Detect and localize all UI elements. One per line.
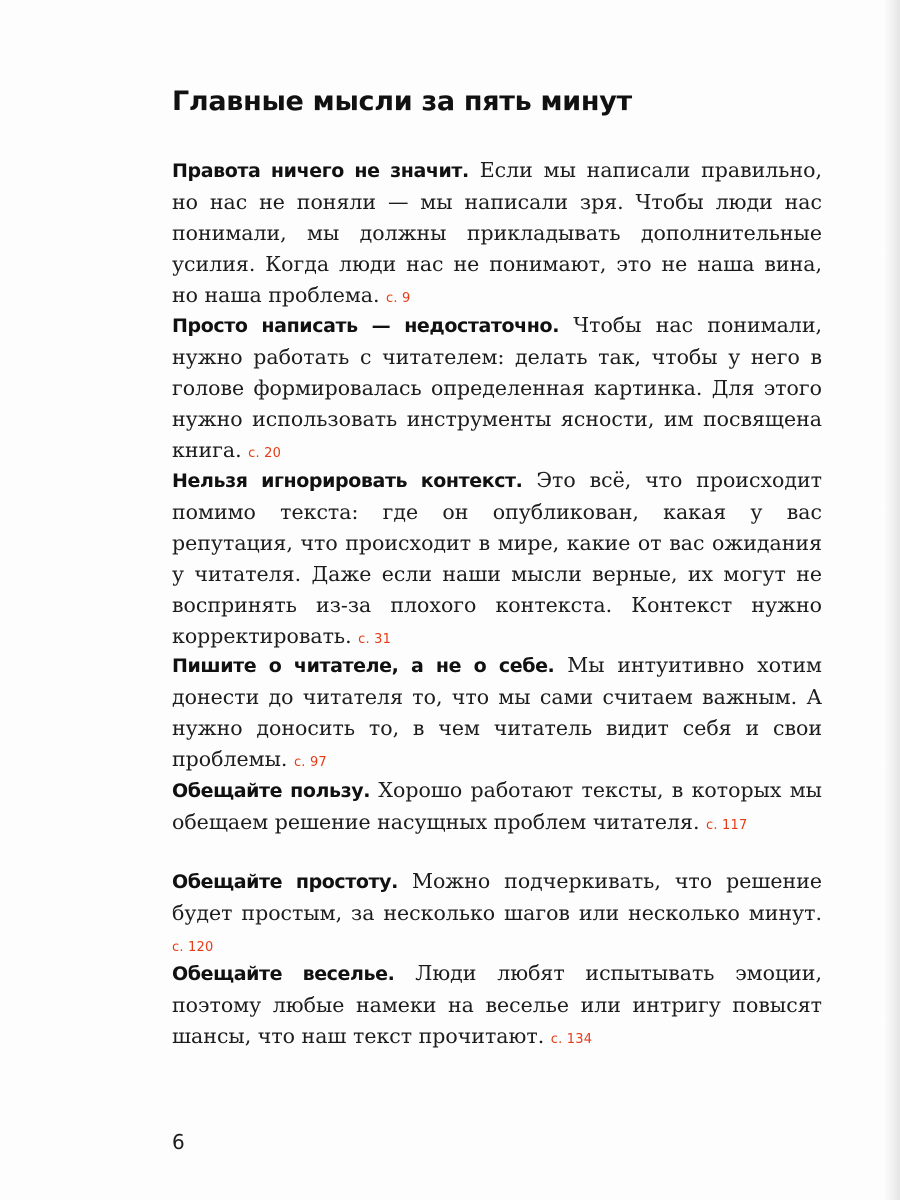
section-7	[172, 958, 822, 1055]
section-6	[172, 866, 822, 963]
section-2	[172, 310, 822, 469]
section-lead: Обещайте пользу.	[172, 780, 371, 802]
section-body: Это всё, что происходит помимо текста: где он опубликован, какая у вас репутация, что происходит в мире, какие от вас ожидания у читателя. Даже если наши мысли верные, их могут не воспринять из-за плохого контекста. Контекст нужно корректировать.	[172, 468, 822, 648]
section-lead: Просто написать — недостаточно.	[172, 315, 560, 337]
section-lead: Нельзя игнорировать контекст.	[172, 470, 523, 492]
section-4	[172, 650, 822, 778]
section-body: Чтобы нас понимали, нужно работать с читателем: делать так, чтобы у него в голове формировалась определенная картинка. Для этого нужно использовать инструменты ясности, им посвящена книга.	[172, 313, 822, 462]
page-number: 6	[172, 1130, 185, 1154]
page-reference: с. 20	[248, 446, 282, 461]
page-title: Главные мысли за пять минут	[172, 86, 632, 117]
section-lead: Обещайте веселье.	[172, 963, 395, 985]
section-3	[172, 465, 822, 655]
page-reference: с. 31	[358, 632, 392, 647]
section-body: Можно подчеркивать, что решение будет простым, за несколько шагов или несколько минут.	[172, 869, 822, 925]
section-body: Хорошо работают тексты, в которых мы обещаем решение насущных проблем читателя.	[172, 778, 822, 834]
section-body: Люди любят испытывать эмоции, поэтому любые намеки на веселье или интригу повысят шансы, что наш текст прочитают.	[172, 961, 822, 1048]
section-lead: Обещайте простоту.	[172, 871, 398, 893]
page-reference: с. 134	[550, 1032, 593, 1047]
section-1	[172, 155, 822, 314]
section-lead: Правота ничего не значит.	[172, 160, 469, 182]
page-reference: с. 97	[293, 755, 327, 770]
section-body: Если мы написали правильно, но нас не поняли — мы написали зря. Чтобы люди нас понимали, мы должны прикладывать дополнительные усилия. Когда люди нас не понимают, это не наша вина, но наша проблема.	[172, 158, 822, 307]
page-reference: с. 120	[172, 940, 214, 955]
section-5	[172, 775, 822, 841]
section-body: Мы интуитивно хотим донести до читателя то, что мы сами считаем важным. А нужно доносить то, в чем читатель видит себя и свои проблемы.	[172, 653, 822, 771]
page-reference: с. 117	[706, 818, 748, 833]
page-reference: с. 9	[386, 291, 411, 306]
section-lead: Пишите о читателе, а не о себе.	[172, 655, 555, 677]
page-edge-shadow	[882, 0, 900, 1200]
